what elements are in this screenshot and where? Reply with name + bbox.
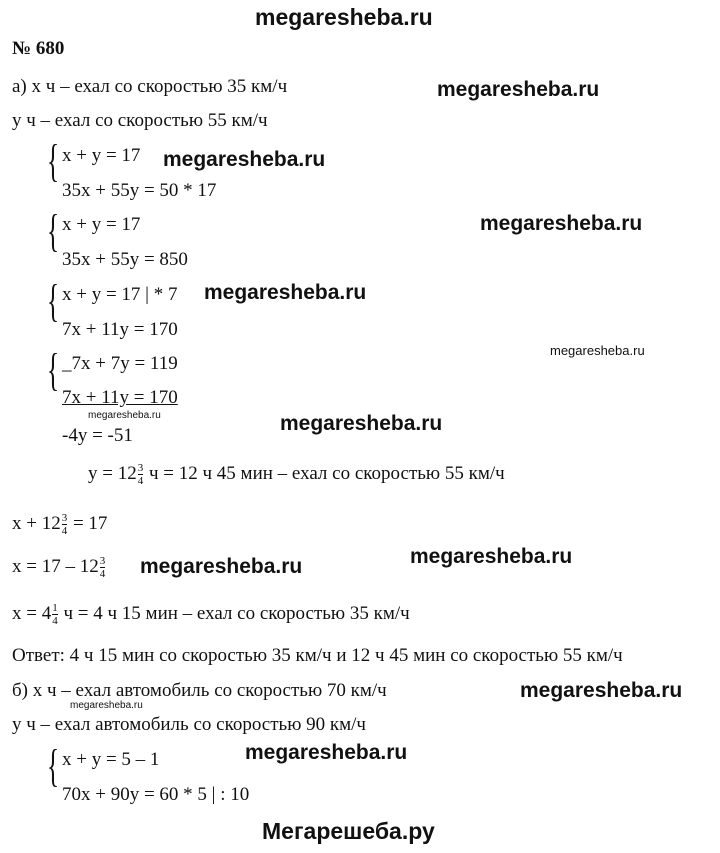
site-footer: Мегарешеба.ру [262,818,435,844]
watermark: megaresheba.ru [550,343,645,358]
difference-line: -4y = -51 [62,425,133,446]
fraction: $\frac{3}{4}$ [99,555,106,580]
part-a-variable-x: а) x ч – ехал со скоростью 35 км/ч [12,76,288,97]
system3-eq2: 7x + 11y = 170 [62,319,178,340]
x-equation-1: x + 12 $\frac{3}{4}$ = 17 [12,512,108,537]
part-a-variable-y: y ч – ехал со скоростью 55 км/ч [12,110,268,131]
system5-eq2: 70x + 90y = 60 * 5 | : 10 [62,784,250,805]
system-brace: { [47,135,60,186]
system3-eq1: x + y = 17 | * 7 [62,284,178,305]
system-brace: { [47,205,60,256]
fraction: $\frac{3}{4}$ [61,512,68,537]
system2-eq2: 35x + 55y = 850 [62,249,188,270]
system-brace: { [47,275,60,326]
part-b-variable-y: y ч – ехал автомобиль со скоростью 90 км/ч [12,714,366,735]
fraction: $\frac{1}{4}$ [52,602,58,627]
system2-eq1: x + y = 17 [62,214,141,235]
part-b-variable-x: б) x ч – ехал автомобиль со скоростью 70 км/ч [12,680,387,701]
watermark: megaresheba.ru [280,412,443,435]
x-equation-2: x = 17 – 12 $\frac{3}{4}$ [12,555,106,580]
system4-eq2: 7x + 11y = 170 [62,387,178,408]
system1-eq1: x + y = 17 [62,145,141,166]
site-header: megaresheba.ru [255,4,433,30]
watermark: megaresheba.ru [410,545,573,568]
system-brace: { [47,344,60,395]
watermark: megaresheba.ru [520,679,683,702]
watermark: megaresheba.ru [140,555,303,578]
watermark: megaresheba.ru [437,78,600,101]
answer-line: Ответ: 4 ч 15 мин со скоростью 35 км/ч и 12 ч 45 мин со скоростью 55 км/ч [12,645,623,666]
watermark: megaresheba.ru [480,212,643,235]
system5-eq1: x + y = 5 – 1 [62,749,160,770]
y-result-text: y = 12 [88,462,137,484]
system4-eq1: _7x + 7y = 119 [62,353,178,374]
y-result-text: ч = 12 ч 45 мин – ехал со скоростью 55 км/ч [144,462,505,484]
problem-number: № 680 [12,38,65,59]
system-brace: { [47,740,60,791]
x-result: x = 4 $\frac{1}{4}$ ч = 4 ч 15 мин – ехал со скоростью 35 км/ч [12,602,410,627]
watermark: megaresheba.ru [163,148,326,171]
watermark: megaresheba.ru [70,700,143,711]
fraction: $\frac{3}{4}$ [137,462,144,487]
watermark: megaresheba.ru [245,741,408,764]
y-result [88,462,505,487]
watermark: megaresheba.ru [88,410,161,421]
watermark: megaresheba.ru [204,281,367,304]
system1-eq2: 35x + 55y = 50 * 17 [62,180,217,201]
